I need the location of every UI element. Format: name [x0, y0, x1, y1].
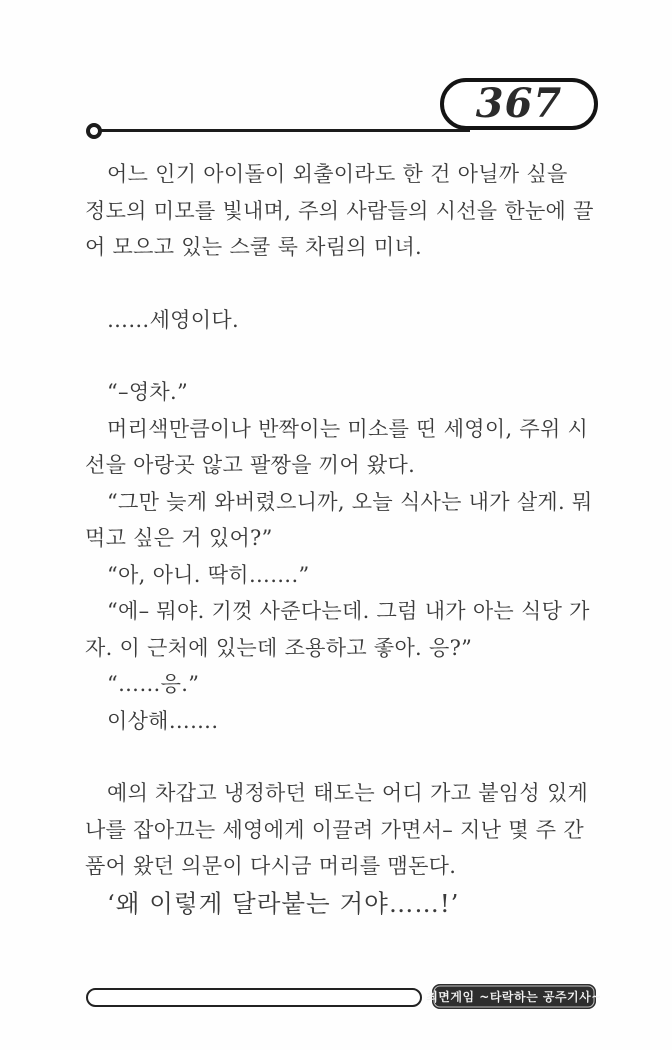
novel-text: [85, 156, 595, 922]
footer-blank-pill: [86, 988, 422, 1007]
paragraph: “아, 아니. 딱히…….”: [107, 562, 310, 587]
page-number: 367: [475, 79, 563, 127]
paragraph: “……응.”: [107, 672, 200, 696]
book-title: 최면게임 ~타락하는 공주기사~: [426, 990, 602, 1004]
paragraph: 예의 차갑고 냉정하던 태도는 어디 가고 붙임성 있게 나를 잡아끄는 세영에게 이끌려 가면서– 지난 몇 주 간 품어 왔던 의문이 다시금 머리를 맴돈다.: [85, 781, 589, 878]
header-rule: [98, 129, 470, 132]
book-title-badge: [426, 984, 602, 1009]
paragraph: “에– 뭐야. 기껏 사준다는데. 그럼 내가 아는 식당 가자. 이 근처에 있는데 조용하고 좋아. 응?”: [85, 599, 590, 660]
paragraph: ……세영이다.: [107, 307, 239, 332]
paragraph: “–영차.”: [107, 380, 189, 404]
paragraph: 이상해…….: [107, 708, 219, 733]
page-number-badge: [440, 78, 598, 130]
paragraph: 머리색만큼이나 반짝이는 미소를 띤 세영이, 주위 시선을 아랑곳 않고 팔짱을 끼어 왔다.: [85, 416, 589, 477]
paragraph: 어느 인기 아이돌이 외출이라도 한 건 아닐까 싶을 정도의 미모를 빛내며, 주의 사람들의 시선을 한눈에 끌어 모으고 있는 스쿨 룩 차림의 미녀.: [85, 162, 594, 259]
paragraph: “그만 늦게 와버렸으니까, 오늘 식사는 내가 살게. 뭐 먹고 싶은 거 있어?”: [85, 489, 593, 550]
paragraph: ‘왜 이렇게 달라붙는 거야……!’: [107, 888, 460, 918]
